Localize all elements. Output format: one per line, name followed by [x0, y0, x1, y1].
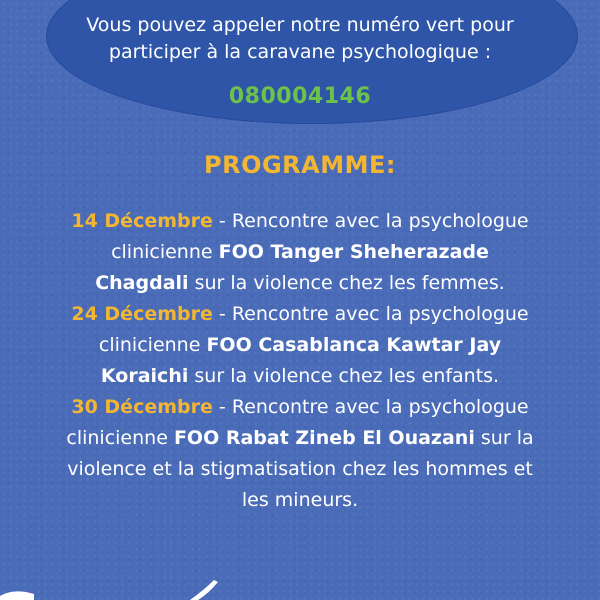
event-text: - Rencontre avec la psychologue clinicienne	[98, 303, 529, 356]
program-heading: PROGRAMME:	[204, 151, 396, 179]
event-date: 30 Décembre	[71, 396, 213, 418]
phone-number[interactable]: 080004146	[228, 84, 372, 109]
program-event	[62, 206, 538, 299]
event-topic: sur la violence et la stigmatisation chez les hommes et les mineurs.	[67, 427, 534, 511]
event-text: - Rencontre avec la psychologue clinicienne	[111, 210, 529, 263]
program-event	[62, 299, 538, 392]
callout-text: Vous pouvez appeler notre numéro vert pour participer à la caravane psychologique :	[86, 14, 514, 63]
event-date: 24 Décembre	[71, 303, 213, 325]
event-date: 14 Décembre	[71, 210, 213, 232]
decorative-swoosh	[0, 560, 600, 600]
program-list	[62, 206, 538, 516]
program-event	[62, 392, 538, 516]
event-text: - Rencontre avec la psychologue clinicienne	[66, 396, 529, 449]
event-speaker: FOO Casablanca Kawtar Jay Koraichi	[100, 334, 502, 387]
event-topic: sur la violence chez les enfants.	[188, 365, 500, 387]
event-topic: sur la violence chez les femmes.	[188, 272, 505, 294]
event-speaker: FOO Rabat Zineb El Ouazani	[173, 427, 475, 449]
event-speaker: FOO Tanger Sheherazade Chagdali	[95, 241, 489, 294]
